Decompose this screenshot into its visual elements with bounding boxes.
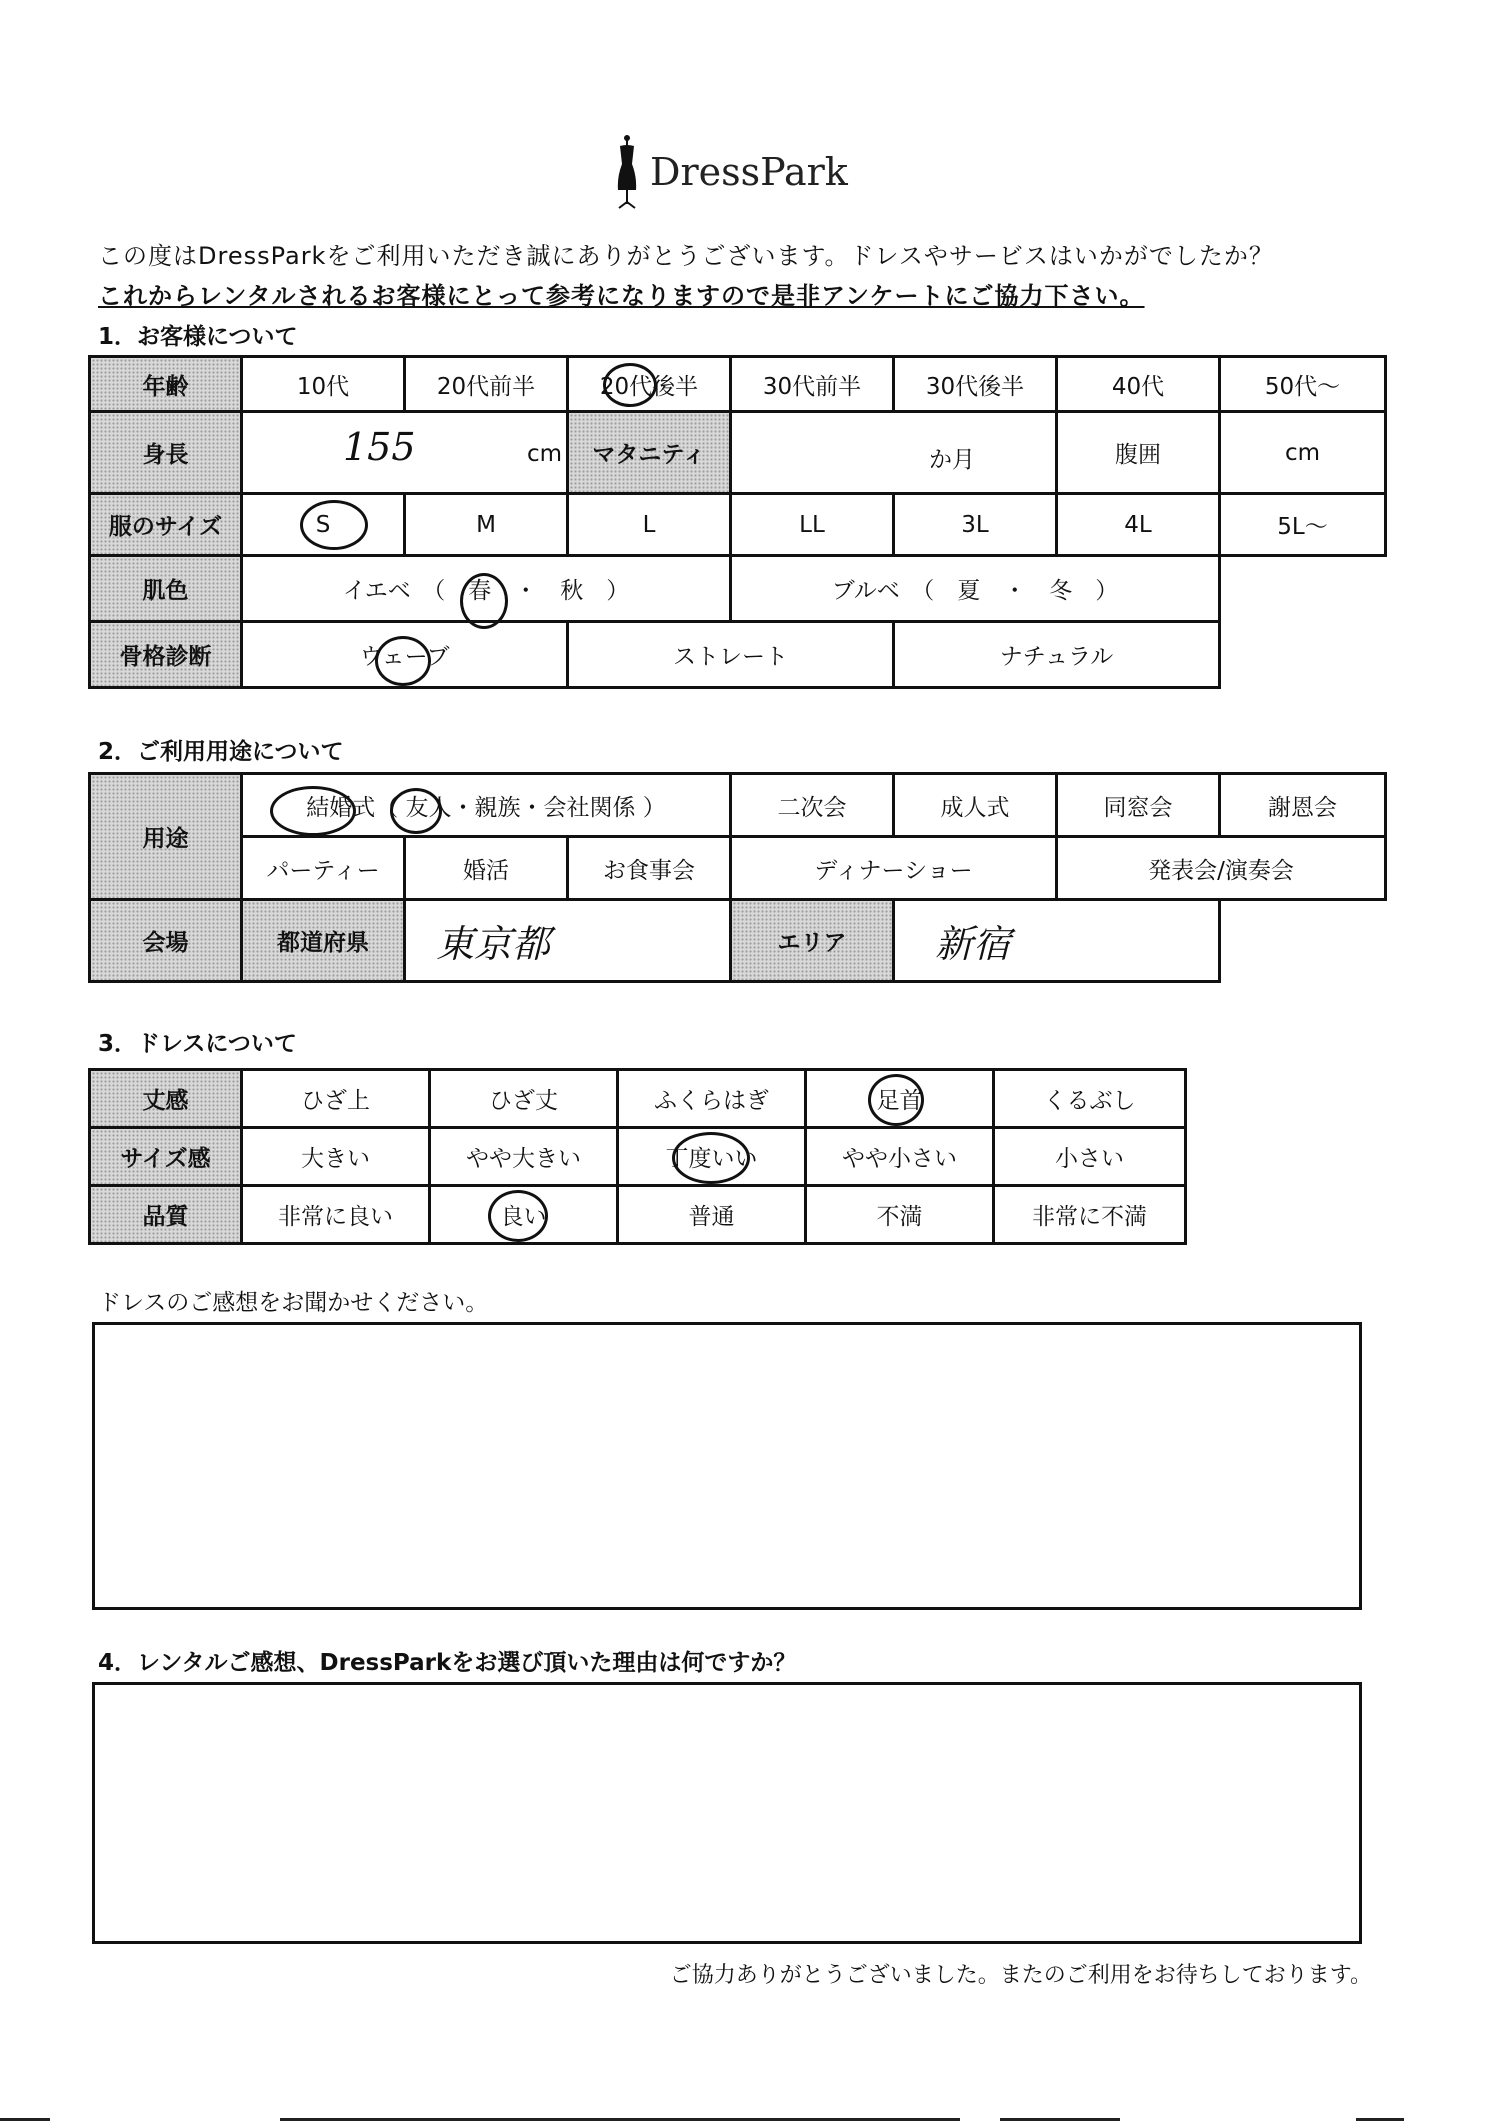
skin-label: 肌色 xyxy=(90,556,242,622)
fit-option[interactable]: やや小さい xyxy=(806,1128,994,1186)
area-field[interactable] xyxy=(894,900,1220,982)
height-label: 身長 xyxy=(90,412,242,494)
length-option[interactable]: ふくらはぎ xyxy=(618,1070,806,1128)
usage-table xyxy=(88,772,1387,983)
customer-info-table xyxy=(88,355,1387,689)
quality-label: 品質 xyxy=(90,1186,242,1244)
months-unit: か月 xyxy=(929,447,975,473)
area-value: 新宿 xyxy=(935,922,1012,966)
scan-edge-line xyxy=(1000,2118,1120,2121)
size-option[interactable]: M xyxy=(405,494,568,556)
age-option[interactable]: 30代前半 xyxy=(731,357,894,412)
fit-option[interactable]: 小さい xyxy=(994,1128,1186,1186)
size-option[interactable]: 4L xyxy=(1057,494,1220,556)
size-label: 服のサイズ xyxy=(90,494,242,556)
length-label: 丈感 xyxy=(90,1070,242,1128)
rental-comment-box[interactable] xyxy=(92,1682,1362,1944)
age-option[interactable]: 50代～ xyxy=(1220,357,1386,412)
maternity-label: マタニティ xyxy=(568,412,731,494)
logo-text: DressPark xyxy=(650,150,848,194)
quality-option[interactable]: 非常に良い xyxy=(242,1186,430,1244)
dress-comment-prompt: ドレスのご感想をお聞かせください。 xyxy=(98,1290,489,1316)
intro-line-1: この度はDressParkをご利用いただき誠にありがとうございます。ドレスやサービスはいかがでしたか？ xyxy=(98,242,1274,270)
height-value: 155 xyxy=(343,425,416,469)
purpose-option[interactable]: ディナーショー xyxy=(731,837,1057,900)
skeleton-label: 骨格診断 xyxy=(90,622,242,688)
skin-blue-option[interactable]: ブルベ （ 夏 ・ 冬 ） xyxy=(731,556,1220,622)
section-2-title: 2．ご利用用途について xyxy=(98,739,344,765)
age-option[interactable]: 30代後半 xyxy=(894,357,1057,412)
length-option-selected[interactable]: 足首 xyxy=(806,1070,994,1128)
purpose-label: 用途 xyxy=(90,774,242,900)
quality-option[interactable]: 普通 xyxy=(618,1186,806,1244)
age-option[interactable]: 20代前半 xyxy=(405,357,568,412)
fit-option[interactable]: やや大きい xyxy=(430,1128,618,1186)
purpose-option[interactable]: 成人式 xyxy=(894,774,1057,837)
prefecture-field[interactable] xyxy=(405,900,731,982)
size-option-selected[interactable]: S xyxy=(242,494,405,556)
size-option[interactable]: L xyxy=(568,494,731,556)
prefecture-value: 東京都 xyxy=(436,922,551,966)
purpose-option[interactable]: 発表会/演奏会 xyxy=(1057,837,1386,900)
fit-option[interactable]: 大きい xyxy=(242,1128,430,1186)
footer-thanks: ご協力ありがとうございました。またのご利用をお待ちしております。 xyxy=(669,1963,1372,1988)
venue-label: 会場 xyxy=(90,900,242,982)
skeleton-option[interactable]: ストレート xyxy=(568,622,894,688)
skeleton-option[interactable]: ナチュラル xyxy=(894,622,1220,688)
section-3-title: 3．ドレスについて xyxy=(98,1031,297,1057)
purpose-option[interactable]: お食事会 xyxy=(568,837,731,900)
dress-table xyxy=(88,1068,1187,1245)
fit-label: サイズ感 xyxy=(90,1128,242,1186)
age-label: 年齢 xyxy=(90,357,242,412)
age-option[interactable]: 40代 xyxy=(1057,357,1220,412)
waist-field[interactable] xyxy=(1220,412,1386,494)
maternity-months-field[interactable] xyxy=(731,412,1057,494)
purpose-option-selected[interactable]: 結婚式（ 友人・親族・会社関係 ） xyxy=(242,774,731,837)
purpose-option[interactable]: 謝恩会 xyxy=(1220,774,1386,837)
waist-unit: cm xyxy=(1284,439,1321,466)
scan-edge-line xyxy=(0,2118,50,2121)
length-option[interactable]: ひざ丈 xyxy=(430,1070,618,1128)
length-option[interactable]: ひざ上 xyxy=(242,1070,430,1128)
purpose-option[interactable]: パーティー xyxy=(242,837,405,900)
age-option-selected[interactable]: 20代後半 xyxy=(568,357,731,412)
scan-edge-line xyxy=(1356,2118,1404,2121)
purpose-option[interactable]: 二次会 xyxy=(731,774,894,837)
size-option[interactable]: LL xyxy=(731,494,894,556)
skeleton-option-selected[interactable]: ウェーブ xyxy=(242,622,568,688)
area-label: エリア xyxy=(731,900,894,982)
purpose-option[interactable]: 同窓会 xyxy=(1057,774,1220,837)
waist-label: 腹囲 xyxy=(1057,412,1220,494)
quality-option[interactable]: 非常に不満 xyxy=(994,1186,1186,1244)
purpose-option[interactable]: 婚活 xyxy=(405,837,568,900)
length-option[interactable]: くるぶし xyxy=(994,1070,1186,1128)
intro-line-2: これからレンタルされるお客様にとって参考になりますので是非アンケートにご協力下さい。 xyxy=(98,282,1145,310)
section-1-title: 1．お客様について xyxy=(98,324,298,350)
prefecture-label: 都道府県 xyxy=(242,900,405,982)
quality-option[interactable]: 不満 xyxy=(806,1186,994,1244)
fit-option-selected[interactable]: 丁度いい xyxy=(618,1128,806,1186)
height-unit: cm xyxy=(526,441,562,467)
size-option[interactable]: 3L xyxy=(894,494,1057,556)
dress-comment-box[interactable] xyxy=(92,1322,1362,1610)
size-option[interactable]: 5L～ xyxy=(1220,494,1386,556)
skin-yellow-option[interactable]: イエベ （ 春 ・ 秋 ） xyxy=(242,556,731,622)
quality-option-selected[interactable]: 良い xyxy=(430,1186,618,1244)
height-field[interactable] xyxy=(242,412,568,494)
dress-form-icon xyxy=(612,132,642,212)
age-option[interactable]: 10代 xyxy=(242,357,405,412)
scan-edge-line xyxy=(280,2118,960,2121)
section-4-title: 4．レンタルご感想、DressParkをお選び頂いた理由は何ですか？ xyxy=(98,1650,797,1676)
